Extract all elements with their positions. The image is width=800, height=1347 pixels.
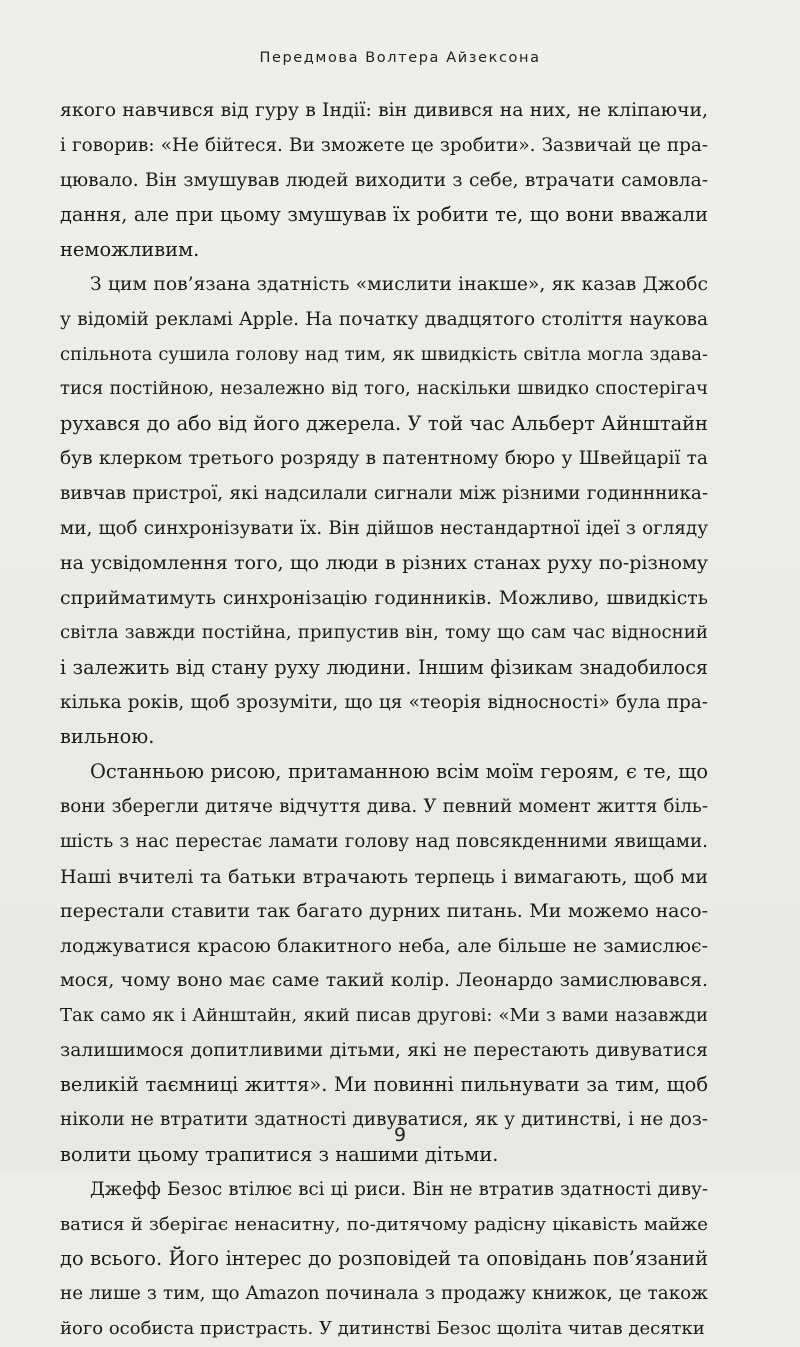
text-line: до всього. Його інтерес до розповідей та оповідань пов’язаний	[60, 1247, 708, 1271]
text-line: не лише з тим, що Amazon починала з продажу книжок, це також	[60, 1283, 708, 1305]
text-line: дання, але при цьому змушував їх робити те, що вони вважали	[60, 203, 708, 227]
text-line: його особиста пристрасть. У дитинстві Безос щоліта читав десятки	[60, 1317, 705, 1339]
text-line: перестали ставити так багато дурних питань. Ми можемо насо-	[60, 900, 708, 923]
text-line: великій таємниці життя». Ми повинні пильнувати за тим, щоб	[60, 1073, 708, 1097]
paragraph	[60, 755, 708, 1173]
text-line: якого навчився від гуру в Індії: він дивився на них, не кліпаючи,	[60, 100, 708, 121]
text-line: лоджуватися красою блакитного неба, але більше не замислює-	[60, 935, 708, 958]
text-line: і залежить від стану руху людини. Іншим фізикам знадобилося	[60, 655, 708, 679]
text-line: Останньою рисою, притаманною всім моїм героям, є те, що	[90, 760, 708, 784]
text-line: у відомій рекламі Apple. На початку двадцятого століття наукова	[60, 308, 708, 330]
paragraph	[60, 1173, 708, 1347]
text-line: спільнота сушила голову над тим, як швидкість світла могла здава-	[60, 343, 708, 365]
page-number: 9	[393, 1124, 407, 1146]
text-line: З цим пов’язана здатність «мислити інакше», як казав Джобс	[90, 273, 708, 295]
running-head: Передмова Волтера Айзексона	[259, 50, 541, 66]
text-line: тися постійною, незалежно від того, наскільки швидко спостерігач	[60, 378, 708, 400]
text-line: ватися й зберігає ненаситну, по-дитячому радісну цікавість майже	[60, 1213, 708, 1235]
paragraph	[60, 268, 708, 755]
text-line: волити цьому трапитися з нашими дітьми.	[60, 1142, 499, 1166]
text-line: Наші вчителі та батьки втрачають терпець і вимагають, щоб ми	[60, 865, 708, 888]
text-line: був клерком третього розряду в патентному бюро у Швейцарії та	[60, 447, 708, 469]
text-line: Так само як і Айнштайн, який писав другові: «Ми з вами назавжди	[60, 1004, 708, 1026]
paragraph	[60, 94, 708, 268]
text-line: на усвідомлення того, що люди в різних станах руху по-різному	[60, 552, 708, 575]
text-line: неможливим.	[60, 238, 200, 262]
text-line: вони зберегли дитяче відчуття дива. У певний момент життя біль-	[60, 795, 708, 817]
text-line: світла завжди постійна, припустив він, тому що сам час відносний	[60, 621, 708, 643]
text-line: мося, чому воно має саме такий колір. Леонардо замислювався.	[60, 969, 708, 991]
text-line: кілька років, щоб зрозуміти, що ця «теорія відносності» була пра-	[60, 691, 708, 713]
text-line: і говорив: «Не бійтеся. Ви зможете це зробити». Зазвичай це пра-	[60, 134, 708, 156]
text-line: залишимося допитливими дітьми, які не перестають дивуватися	[60, 1039, 708, 1061]
body-text	[60, 94, 708, 1347]
text-line: Джефф Безос втілює всі ці риси. Він не втратив здатності диву-	[90, 1178, 708, 1200]
text-line: ніколи не втратити здатності дивуватися, як у дитинстві, і не доз-	[60, 1109, 708, 1131]
text-line: вильною.	[60, 725, 155, 749]
text-line: сприйматимуть синхронізацію годинників. Можливо, швидкість	[60, 587, 708, 610]
text-line: ми, щоб синхронізувати їх. Він дійшов нестандартної ідеї з огляду	[60, 517, 708, 539]
text-line: цювало. Він змушував людей виходити з себе, втрачати самовла-	[60, 169, 708, 191]
text-line: шість з нас перестає ламати голову над повсякденними явищами.	[60, 830, 708, 852]
text-line: рухався до або від його джерела. У той час Альберт Айнштайн	[60, 412, 708, 436]
text-line: вивчав пристрої, які надсилали сигнали між різними годиннника-	[60, 482, 708, 504]
